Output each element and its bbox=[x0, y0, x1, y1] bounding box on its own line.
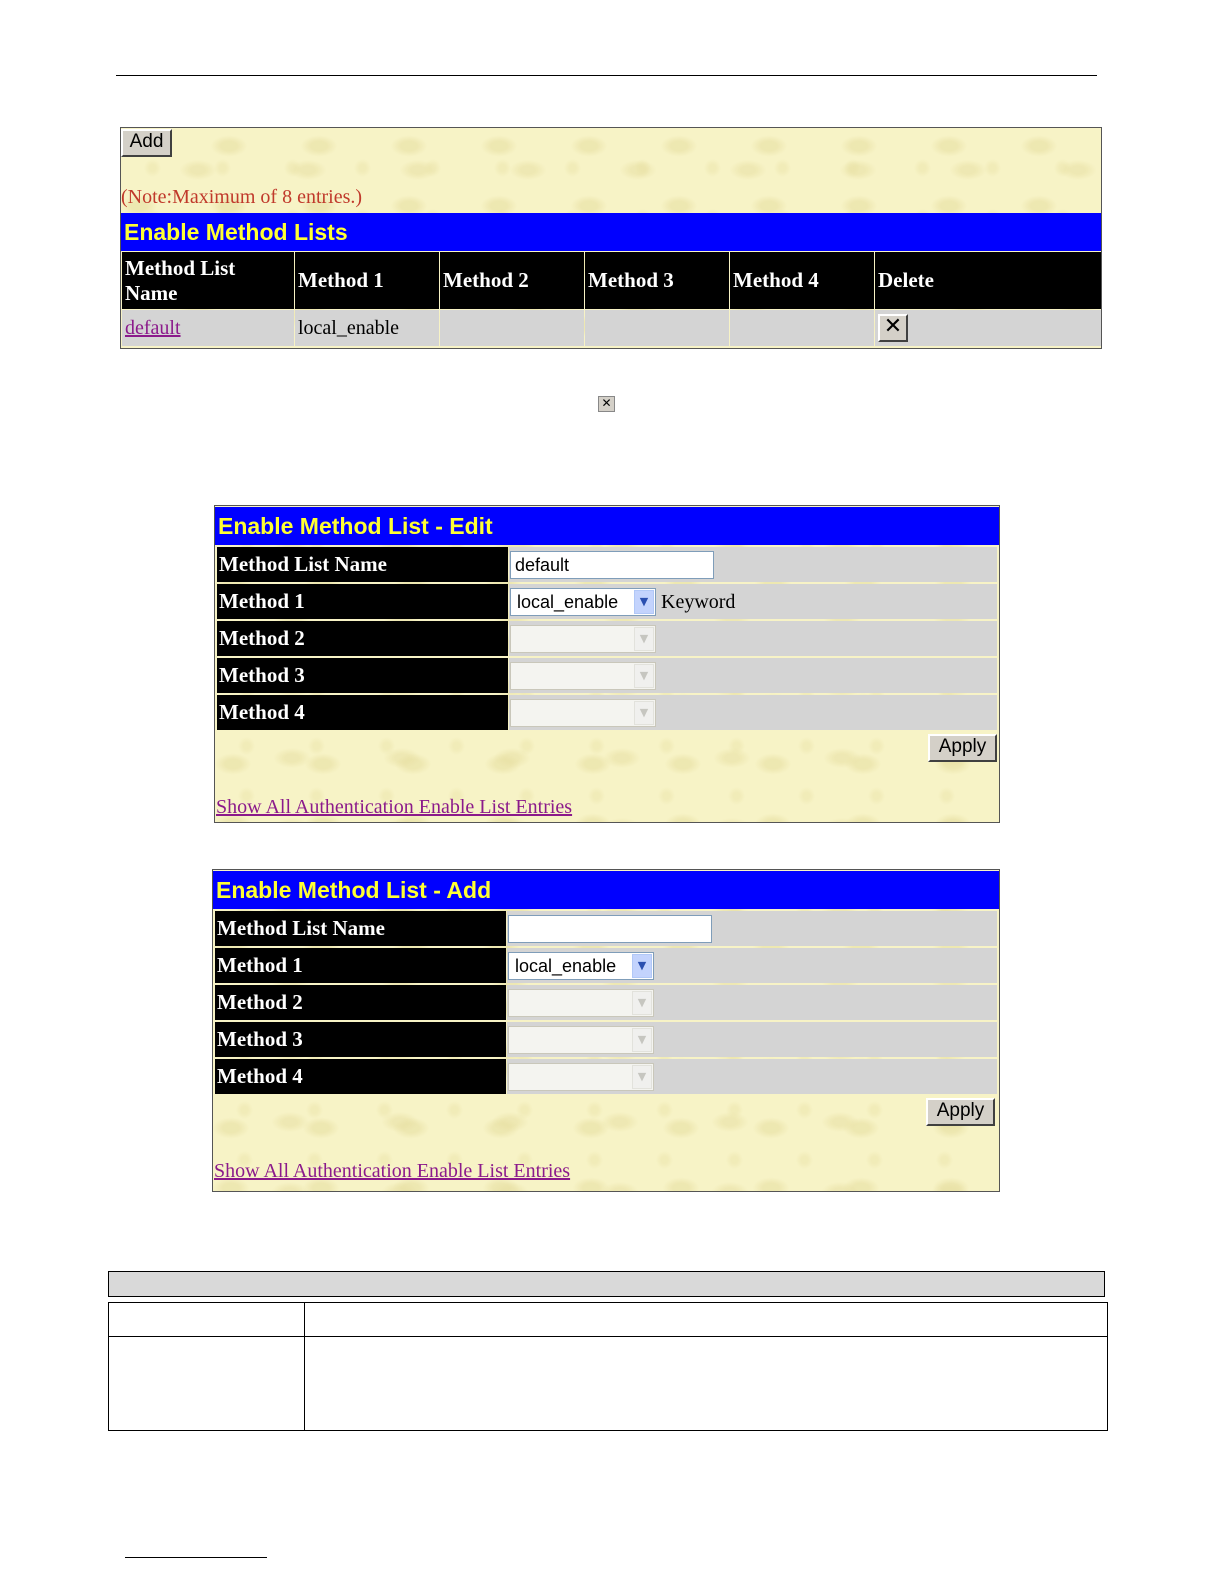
close-icon: ✕ bbox=[883, 314, 903, 339]
method-list-name-input[interactable]: default bbox=[510, 551, 714, 579]
edit-method-list-panel bbox=[214, 505, 1000, 823]
method-list-name-value bbox=[509, 547, 997, 582]
show-all-entries-link[interactable]: Show All Authentication Enable List Entries bbox=[214, 1160, 571, 1182]
add-method-list-panel bbox=[212, 869, 1000, 1192]
method-4-label: Method 4 bbox=[217, 695, 508, 730]
method-1-row bbox=[215, 584, 999, 619]
parameter-table-row bbox=[108, 1302, 1108, 1337]
chevron-down-icon: ▼ bbox=[634, 590, 654, 614]
delete-cell bbox=[875, 310, 1101, 346]
method-4-row bbox=[215, 695, 999, 730]
method-1-select[interactable] bbox=[510, 588, 656, 616]
method-4-select[interactable] bbox=[510, 699, 656, 727]
method-2-value bbox=[507, 985, 997, 1020]
table-header-row bbox=[122, 252, 1101, 309]
method-list-name-row bbox=[213, 911, 999, 946]
method-2-label: Method 2 bbox=[215, 985, 506, 1020]
method-3-value bbox=[509, 658, 997, 693]
method-4-cell bbox=[730, 310, 874, 346]
column-header-method-3: Method 3 bbox=[585, 252, 729, 309]
enable-method-lists-panel bbox=[120, 127, 1102, 349]
chevron-down-icon: ▼ bbox=[632, 1028, 652, 1052]
max-entries-note: (Note:Maximum of 8 entries.) bbox=[121, 186, 363, 208]
column-header-delete: Delete bbox=[875, 252, 1101, 309]
method-1-value bbox=[509, 584, 997, 619]
chevron-down-icon: ▼ bbox=[634, 701, 654, 725]
column-divider bbox=[304, 1303, 305, 1336]
column-header-method-4: Method 4 bbox=[730, 252, 874, 309]
chevron-down-icon: ▼ bbox=[634, 627, 654, 651]
method-3-cell bbox=[585, 310, 729, 346]
parameter-table-row bbox=[108, 1336, 1108, 1431]
panel-title: Enable Method List - Edit bbox=[215, 507, 999, 545]
method-1-selected: local_enable bbox=[515, 956, 617, 976]
chevron-down-icon: ▼ bbox=[632, 1065, 652, 1089]
table-row bbox=[122, 310, 1101, 346]
method-list-name-value bbox=[507, 911, 997, 946]
method-lists-table bbox=[121, 251, 1102, 347]
method-list-name-label: Method List Name bbox=[217, 547, 508, 582]
method-2-value bbox=[509, 621, 997, 656]
method-1-label: Method 1 bbox=[215, 948, 506, 983]
column-divider bbox=[304, 1337, 305, 1430]
method-2-row bbox=[213, 985, 999, 1020]
header-rule bbox=[116, 75, 1097, 76]
method-list-name-input[interactable] bbox=[508, 915, 712, 943]
method-3-label: Method 3 bbox=[217, 658, 508, 693]
method-3-select[interactable] bbox=[508, 1026, 654, 1054]
method-1-value bbox=[507, 948, 997, 983]
method-2-cell bbox=[440, 310, 584, 346]
column-header-method-1: Method 1 bbox=[295, 252, 439, 309]
keyword-label: Keyword bbox=[661, 591, 736, 613]
method-1-row bbox=[213, 948, 999, 983]
chevron-down-icon: ▼ bbox=[634, 664, 654, 688]
parameter-table-header bbox=[108, 1271, 1105, 1297]
method-1-selected: local_enable bbox=[517, 592, 619, 612]
method-3-label: Method 3 bbox=[215, 1022, 506, 1057]
method-1-select[interactable] bbox=[508, 952, 654, 980]
panel-title: Enable Method List - Add bbox=[213, 871, 999, 909]
method-4-value bbox=[507, 1059, 997, 1094]
footer-rule bbox=[125, 1557, 267, 1558]
method-4-select[interactable] bbox=[508, 1063, 654, 1091]
method-2-select[interactable] bbox=[510, 625, 656, 653]
method-2-select[interactable] bbox=[508, 989, 654, 1017]
panel-title: Enable Method Lists bbox=[121, 213, 1101, 251]
method-3-value bbox=[507, 1022, 997, 1057]
method-3-row bbox=[215, 658, 999, 693]
method-1-cell: local_enable bbox=[295, 310, 439, 346]
chevron-down-icon: ▼ bbox=[632, 991, 652, 1015]
method-3-select[interactable] bbox=[510, 662, 656, 690]
method-1-label: Method 1 bbox=[217, 584, 508, 619]
column-header-method-list-name: Method List Name bbox=[122, 252, 294, 309]
method-list-name-row bbox=[215, 547, 999, 582]
add-button[interactable]: Add bbox=[121, 129, 172, 157]
method-4-label: Method 4 bbox=[215, 1059, 506, 1094]
chevron-down-icon: ▼ bbox=[632, 954, 652, 978]
method-list-name-cell bbox=[122, 310, 294, 346]
show-all-entries-link[interactable]: Show All Authentication Enable List Entries bbox=[216, 796, 573, 818]
method-list-name-label: Method List Name bbox=[215, 911, 506, 946]
column-header-method-2: Method 2 bbox=[440, 252, 584, 309]
method-4-value bbox=[509, 695, 997, 730]
close-icon: ✕ bbox=[598, 396, 615, 412]
method-2-row bbox=[215, 621, 999, 656]
method-list-link-default[interactable]: default bbox=[125, 316, 181, 339]
apply-button[interactable]: Apply bbox=[928, 734, 997, 762]
method-3-row bbox=[213, 1022, 999, 1057]
method-2-label: Method 2 bbox=[217, 621, 508, 656]
method-4-row bbox=[213, 1059, 999, 1094]
delete-button[interactable] bbox=[878, 314, 908, 342]
apply-button[interactable]: Apply bbox=[926, 1098, 995, 1126]
